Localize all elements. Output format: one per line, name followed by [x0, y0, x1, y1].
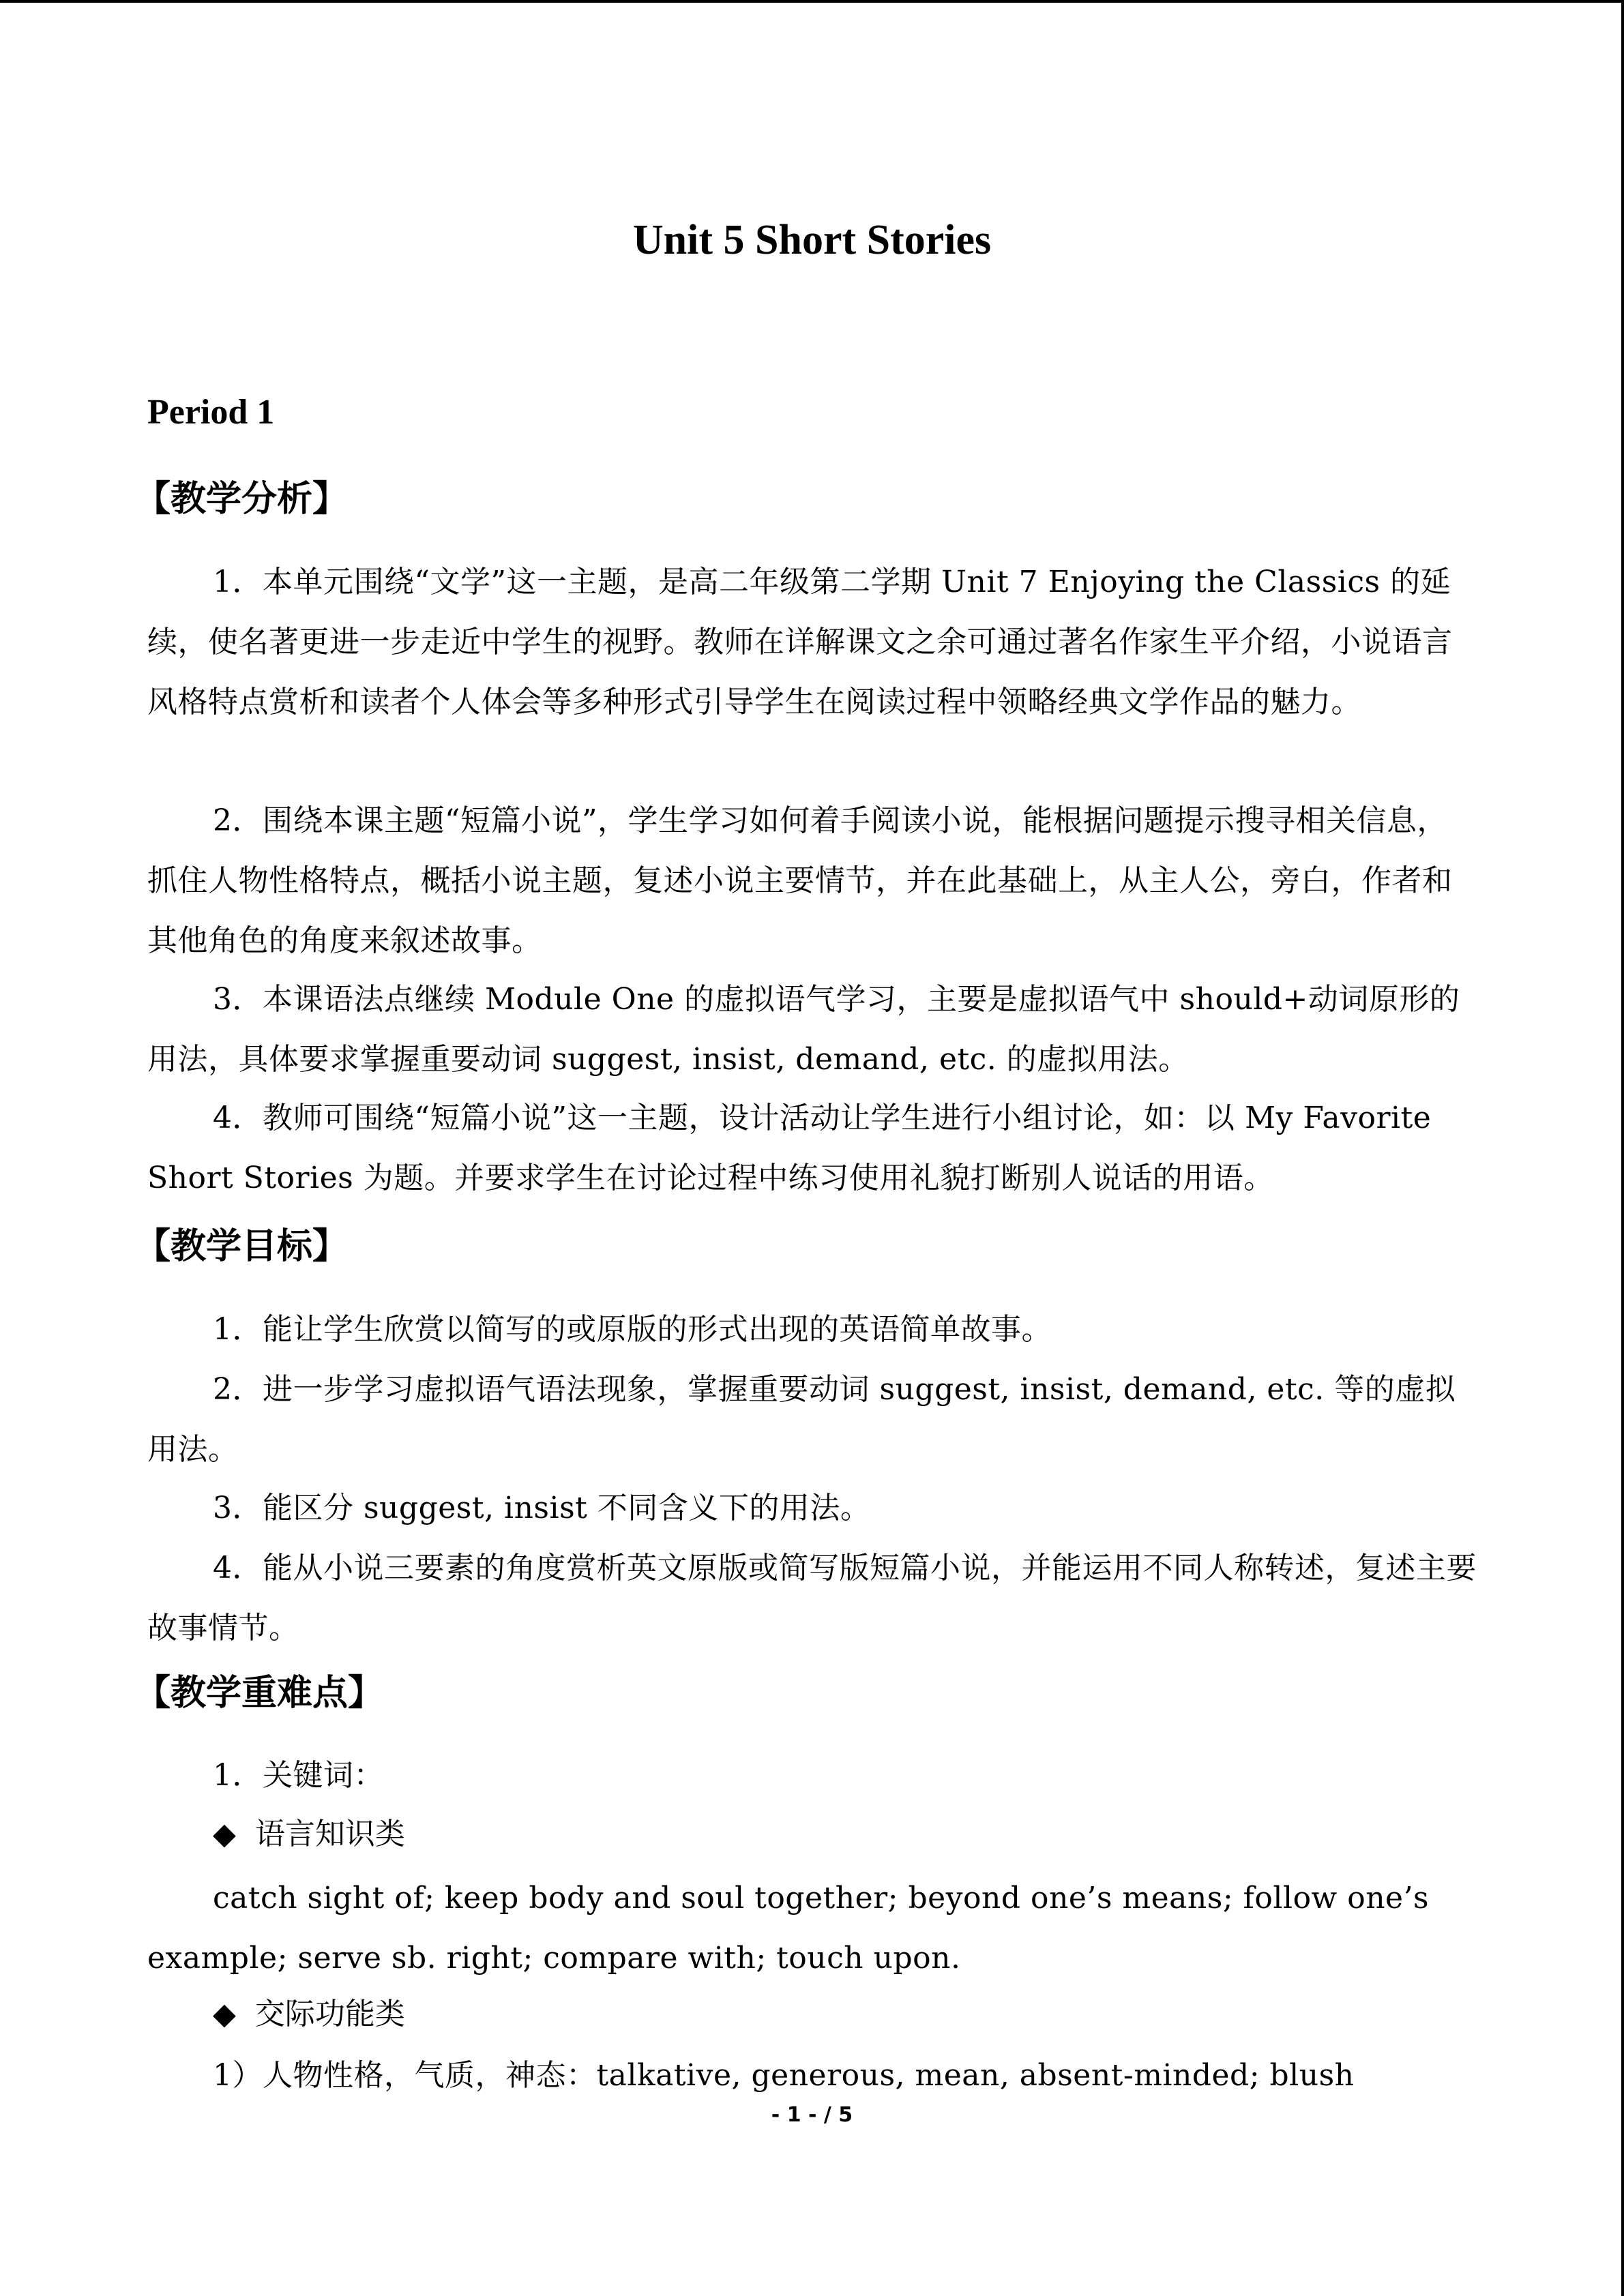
heading-analysis: 【教学分析】	[135, 479, 349, 520]
key-points-item-1: 1．关键词：	[213, 1758, 384, 1793]
analysis-paragraph-4: 4．教师可围绕“短篇小说”这一主题，设计活动让学生进行小组讨论，如：以 My Favorite Short Stories 为题。并要求学生在讨论过程中练习使用礼貌打断别人说话的用语。	[147, 1101, 1432, 1195]
bullet-language-knowledge	[213, 1804, 405, 1864]
bullet-communication-function-label: 交际功能类	[254, 1997, 405, 2031]
heading-key-points: 【教学重难点】	[135, 1673, 384, 1714]
diamond-bullet-icon: ◆	[213, 1817, 236, 1851]
goals-paragraph-4: 4．能从小说三要素的角度赏析英文原版或简写版短篇小说，并能运用不同人称转述，复述主要故事情节。	[147, 1551, 1477, 1645]
analysis-paragraph-2: 2．围绕本课主题“短篇小说”，学生学习如何着手阅读小说，能根据问题提示搜寻相关信息，抓住人物性格特点，概括小说主题，复述小说主要情节，并在此基础上，从主人公，旁白，作者和其他角色的角度来叙述故事。	[147, 803, 1453, 958]
key-phrases: catch sight of; keep body and soul together; beyond one’s means; follow one’s example; serve sb. right; compare with; touch upon.	[147, 1881, 1430, 1976]
heading-goals: 【教学目标】	[135, 1226, 349, 1267]
page-number-footer: - 1 - / 5	[771, 2103, 853, 2127]
goals-paragraph-1: 1．能让学生欣赏以简写的或原版的形式出现的英语简单故事。	[213, 1312, 1052, 1347]
analysis-paragraph-3: 3．本课语法点继续 Module One 的虚拟语气学习，主要是虚拟语气中 should+动词原形的用法，具体要求掌握重要动词 suggest, insist, demand, etc. 的虚拟用法。	[147, 982, 1460, 1077]
page-border-top	[0, 0, 1624, 3]
period-label: Period 1	[147, 393, 275, 432]
document-title: Unit 5 Short Stories	[632, 217, 992, 263]
bullet-language-knowledge-label: 语言知识类	[254, 1817, 405, 1851]
goals-paragraph-2: 2．进一步学习虚拟语气语法现象，掌握重要动词 suggest, insist, demand, etc. 等的虚拟用法。	[147, 1372, 1456, 1467]
analysis-paragraph-1: 1．本单元围绕“文学”这一主题，是高二年级第二学期 Unit 7 Enjoying the Classics 的延续，使名著更进一步走近中学生的视野。教师在详解课文之余可通过著名作家生平介绍，小说语言风格特点赏析和读者个人体会等多种形式引导学生在阅读过程中领略经典文学作品的魅力。	[147, 565, 1453, 719]
diamond-bullet-icon: ◆	[213, 1997, 236, 2031]
page-border-right	[1621, 0, 1624, 2296]
key-points-character-traits: 1）人物性格，气质，神态：talkative, generous, mean, absent-minded; blush	[213, 2058, 1355, 2093]
goals-paragraph-3: 3．能区分 suggest, insist 不同含义下的用法。	[213, 1491, 871, 1525]
bullet-communication-function	[213, 1984, 405, 2044]
